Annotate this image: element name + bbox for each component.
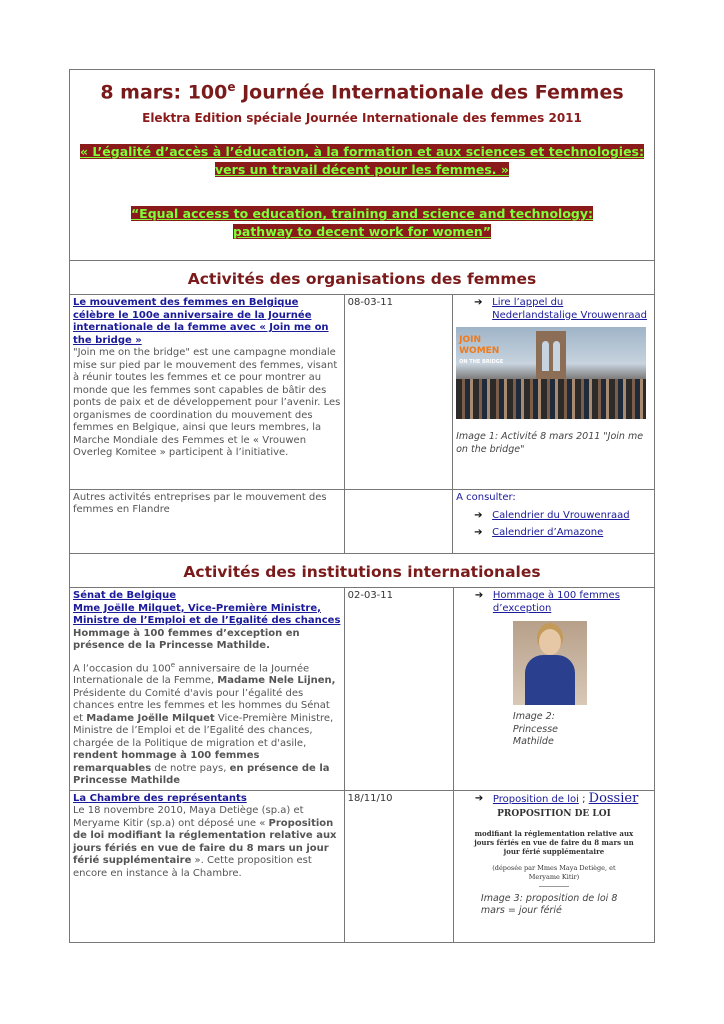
proposal-links — [492, 790, 651, 807]
arrow-icon: ➔ — [474, 297, 483, 308]
link-row — [456, 510, 651, 523]
link-row — [456, 297, 651, 322]
princess-photo — [513, 621, 587, 705]
join-bridge-image — [456, 327, 646, 419]
text-bold: en présence de la Princesse Mathilde — [73, 762, 330, 787]
chambre-body — [73, 805, 337, 879]
table-cell — [344, 489, 453, 553]
slogan-fr-text: « L’égalité d’accès à l’éducation, à la formation et aux sciences et technologies: vers un travail décent pour les femmes. » — [80, 144, 644, 178]
arrow-icon: ➔ — [474, 590, 484, 601]
title-text-rest: Journée Internationale des Femmes — [235, 81, 624, 104]
text-run: Vice-Première Ministre, Ministre de l’Emploi et de l’Egalité des chances, chargée de la Politique de migration et d'asile, — [73, 712, 334, 749]
text-bold: Madame Joëlle Milquet — [86, 712, 215, 724]
hommage-link[interactable]: Hommage à 100 femmes d’exception — [492, 590, 620, 614]
date-cell: 08-03-11 — [344, 295, 453, 489]
text-run: Le 18 novembre 2010, Maya Detiège (sp.a) et Meryame Kitir (sp.a) ont déposé une « — [73, 805, 304, 829]
slogan-en-text: “Equal access to education, training and science and technology: pathway to decent work for women” — [130, 206, 594, 240]
proposition-link[interactable]: Proposition de loi — [492, 793, 579, 805]
join-bridge-title-link[interactable]: Le mouvement des femmes en Belgique célèbre le 100e anniversaire de la Journée internationale de la femme avec « Join me on the bridge » — [73, 297, 329, 346]
bridge-arch — [553, 341, 560, 371]
logo-text-bridge: ON THE BRIDGE — [459, 359, 504, 365]
title-sup: e — [227, 80, 236, 94]
table-row — [70, 295, 654, 489]
table-cell — [453, 295, 654, 489]
text-run: de notre pays, — [151, 762, 230, 774]
crowd — [456, 379, 646, 419]
doc-rule — [539, 886, 569, 887]
title-box — [70, 70, 654, 261]
senat-link[interactable]: Sénat de Belgique — [73, 590, 177, 601]
link-row — [457, 790, 651, 807]
milquet-link[interactable]: Mme Joëlle Milquet, Vice-Première Ministre, Ministre de l’Emploi et de l’Egalité des chances — [73, 602, 341, 626]
text-bold: Proposition de loi modifiant la réglementation relative aux jours fériés en vue de faire du 8 mars un jour férié supplémentaire — [73, 817, 337, 867]
date-cell: 02-03-11 — [344, 588, 453, 790]
image-caption: Image 1: Activité 8 mars 2011 "Join me on the bridge" — [456, 431, 644, 455]
calendar-vrouwenraad-link[interactable]: Calendrier du Vrouwenraad — [492, 510, 630, 521]
table-cell — [70, 790, 344, 942]
section1-table-wrap — [70, 295, 654, 554]
date-cell: 18/11/10 — [344, 790, 453, 942]
arrow-icon: ➔ — [474, 792, 484, 804]
subtitle: Elektra Edition spéciale Journée Internationale des femmes 2011 — [142, 111, 582, 126]
logo-text-women: WOMEN — [459, 346, 500, 356]
section-heading-institutions — [70, 554, 654, 588]
section1-table — [70, 295, 654, 553]
image-caption: Image 3: proposition de loi 8 mars = jour férié — [480, 892, 618, 917]
section-heading-women-orgs — [70, 261, 654, 295]
chambre-link[interactable]: La Chambre des représentants — [73, 792, 247, 804]
section2-table — [70, 588, 654, 942]
text-bold: Madame Nele Lijnen, — [217, 675, 336, 687]
link-row — [457, 590, 651, 615]
document-frame — [69, 69, 655, 943]
image-caption: Image 2: Princesse Mathilde — [512, 711, 558, 747]
table-cell — [70, 588, 344, 790]
doc-authors: (déposée par Mmes Maya Detiège, et Meryame Kitir) — [492, 863, 616, 881]
section2-table-wrap — [70, 588, 654, 942]
section2-heading-text: Activités des institutions internationales — [183, 563, 541, 581]
bridge-tower — [536, 331, 566, 386]
table-cell — [453, 588, 654, 790]
table-cell — [70, 295, 344, 489]
text-sup: e — [170, 660, 176, 669]
consult-label: A consulter: — [456, 491, 516, 503]
hommage-title: Hommage à 100 femmes d’exception en présence de la Princesse Mathilde. — [73, 627, 300, 651]
table-cell: Autres activités entreprises par le mouvement des femmes en Flandre — [70, 489, 344, 553]
join-bridge-body: "Join me on the bridge" est une campagne mondiale mise sur pied par le mouvement des femmes, visant à réunir toutes les femmes et ce pour montrer au monde que les femmes sont capables de bâtir des ponts de paix et de développement pour l’avenir. Les organismes de coordination du mouvement des femmes en Belgique, ainsi que leurs membres, la Marche Mondiale des Femmes et le « Vrouwen Overleg Komitee » participent à l’initiative. — [73, 347, 341, 458]
calendar-amazone-link[interactable]: Calendrier d’Amazone — [492, 526, 604, 538]
table-cell — [453, 489, 654, 553]
link-row — [456, 527, 651, 540]
section1-heading-text: Activités des organisations des femmes — [187, 270, 537, 288]
text-run: Présidente du Comité d'avis pour l’égalité des chances entre les femmes et les hommes du Sénat et — [73, 687, 330, 724]
table-row — [70, 489, 654, 553]
slogan-fr — [78, 143, 646, 179]
join-logo — [459, 335, 503, 368]
bridge-arch — [542, 341, 549, 371]
doc-subtitle: modifiant la réglementation relative aux jours fériés en vue de faire du 8 mars un jour férié supplémentaire — [474, 828, 634, 856]
hommage-body — [73, 659, 341, 788]
dossier-link[interactable]: Dossier — [588, 790, 639, 806]
arrow-icon: ➔ — [474, 526, 483, 538]
logo-text-join: JOIN — [459, 335, 482, 345]
vrouwenraad-appeal-link[interactable]: Lire l’appel du Nederlandstalige Vrouwenraad — [492, 297, 648, 321]
proposal-doc-image — [457, 808, 651, 887]
separator: ; — [578, 793, 589, 805]
slogan-en — [130, 205, 594, 241]
text-run: A l’occasion du 100 — [73, 662, 171, 674]
arrow-icon: ➔ — [474, 510, 483, 521]
text-run: anniversaire de la Journée Internationale de la Femme, — [73, 662, 310, 687]
title-text: 8 mars: 100 — [100, 81, 228, 104]
table-cell — [453, 790, 654, 942]
table-row — [70, 588, 654, 790]
doc-title: PROPOSITION DE LOI — [497, 809, 611, 820]
photo-dress — [525, 655, 575, 705]
photo-head — [539, 629, 561, 655]
text-run: ». Cette proposition est encore en instance à la Chambre. — [73, 855, 312, 879]
text-bold: rendent hommage à 100 femmes remarquables — [73, 750, 260, 774]
page-title — [70, 70, 654, 103]
table-row — [70, 790, 654, 942]
